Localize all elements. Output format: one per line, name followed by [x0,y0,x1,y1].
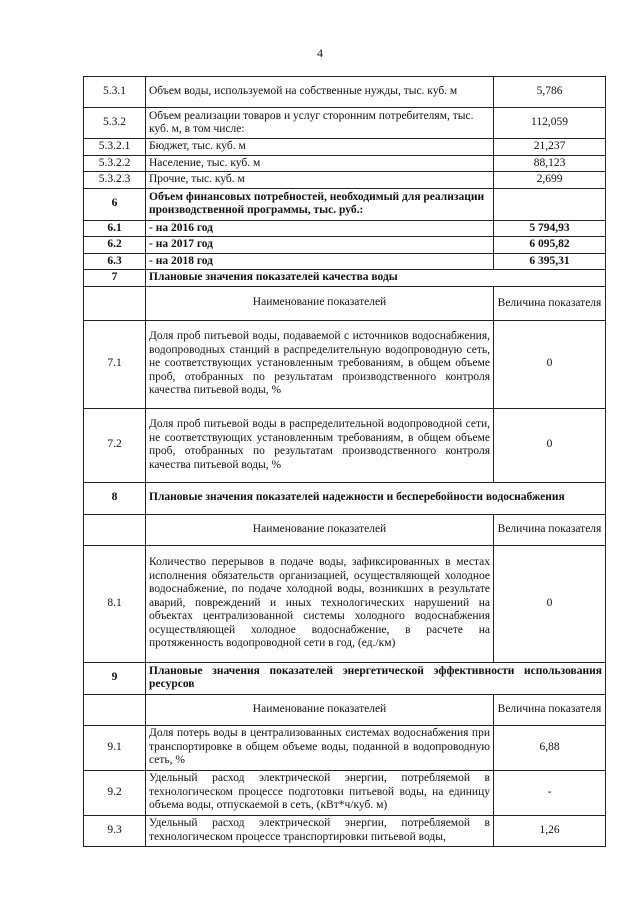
section-number: 9 [84,662,146,694]
row-text: - на 2017 год [146,237,494,254]
row-text: - на 2018 год [146,253,494,270]
row-value: 0 [494,320,606,408]
row-text: Доля проб питьевой воды, подаваемой с источников водоснабжения, водопроводных станций в распределительную водопроводную сеть, не соответствующих установленным требованиям, в общем объеме проб, отобранных по результатам производственного контроля качества питьевой воды, % [146,320,494,408]
column-header-row [84,514,606,545]
empty-cell [84,286,146,320]
row-number: 6.1 [84,220,146,237]
row-value: 5,786 [494,77,606,108]
row-text: Объем воды, используемой на собственные нужды, тыс. куб. м [146,77,494,108]
section-title: Объем финансовых потребностей, необходимый для реализации производственной программы, тыс. руб.: [146,188,494,220]
row-text: - на 2016 год [146,220,494,237]
table-row [84,139,606,156]
column-header-value: Величина показателя [494,694,606,725]
section-title: Плановые значения показателей качества воды [146,270,606,287]
column-header-row [84,694,606,725]
section-header-9 [84,662,606,694]
table-row [84,545,606,662]
row-number: 6.2 [84,237,146,254]
row-value: 0 [494,545,606,662]
row-number: 5.3.2.3 [84,172,146,189]
table-row [84,77,606,108]
row-text: Население, тыс. куб. м [146,155,494,172]
section-number: 8 [84,482,146,514]
table-row [84,172,606,189]
row-text: Удельный расход электрической энергии, потребляемой в технологическом процессе транспортировки питьевой воды, [146,815,494,846]
row-number: 5.3.2.1 [84,139,146,156]
row-text: Объем реализации товаров и услуг сторонним потребителям, тыс. куб. м, в том числе: [146,108,494,139]
table-row [84,815,606,846]
section-header-7 [84,270,606,287]
section-number: 7 [84,270,146,287]
table-row [84,237,606,254]
row-value: 6 395,31 [494,253,606,270]
row-text: Бюджет, тыс. куб. м [146,139,494,156]
column-header-row [84,286,606,320]
empty-cell [84,514,146,545]
row-value: 2,699 [494,172,606,189]
program-table [83,76,606,847]
row-number: 9.1 [84,725,146,770]
row-number: 9.3 [84,815,146,846]
table-row [84,408,606,482]
table-row [84,108,606,139]
row-number: 8.1 [84,545,146,662]
row-text: Удельный расход электрической энергии, потребляемой в технологическом процессе подготовки питьевой воды, на единицу объема воды, отпускаемой в сеть, (кВт*ч/куб. м) [146,770,494,815]
section-title: Плановые значения показателей надежности и бесперебойности водоснабжения [146,482,606,514]
column-header-name: Наименование показателей [146,694,494,725]
row-value: 112,059 [494,108,606,139]
row-number: 7.1 [84,320,146,408]
empty-cell [494,188,606,220]
row-value: 6,88 [494,725,606,770]
row-number: 5.3.2 [84,108,146,139]
row-value: - [494,770,606,815]
row-text: Доля потерь воды в централизованных системах водоснабжения при транспортировке в общем объеме воды, поданной в водопроводную сеть, % [146,725,494,770]
section-title: Плановые значения показателей энергетической эффективности использования ресурсов [146,662,606,694]
row-text: Прочие, тыс. куб. м [146,172,494,189]
row-number: 5.3.1 [84,77,146,108]
section-header-8 [84,482,606,514]
section-header-6 [84,188,606,220]
column-header-name: Наименование показателей [146,286,494,320]
table-row [84,725,606,770]
row-number: 5.3.2.2 [84,155,146,172]
row-value: 88,123 [494,155,606,172]
row-value: 5 794,93 [494,220,606,237]
section-number: 6 [84,188,146,220]
row-value: 21,237 [494,139,606,156]
column-header-value: Величина показателя [494,286,606,320]
page-number: 4 [317,46,323,60]
row-text: Количество перерывов в подаче воды, зафиксированных в местах исполнения обязательств организацией, осуществляющей холодное водоснабжение, по подаче холодной воды, возникших в результате аварий, повреждений и иных технологических нарушений на объектах централизованной системы холодного водоснабжения осуществляющей холодное водоснабжение, в расчете на протяженность водопроводной сети в год, (ед./км) [146,545,494,662]
table-row [84,770,606,815]
table-row [84,155,606,172]
table-row [84,320,606,408]
column-header-value: Величина показателя [494,514,606,545]
row-value: 0 [494,408,606,482]
row-number: 6.3 [84,253,146,270]
table-row [84,253,606,270]
row-number: 7.2 [84,408,146,482]
row-value: 6 095,82 [494,237,606,254]
row-number: 9.2 [84,770,146,815]
table-row [84,220,606,237]
row-value: 1,26 [494,815,606,846]
column-header-name: Наименование показателей [146,514,494,545]
empty-cell [84,694,146,725]
row-text: Доля проб питьевой воды в распределительной водопроводной сети, не соответствующих установленным требованиям, в общем объеме проб, отобранных по результатам производственного контроля качества питьевой воды, % [146,408,494,482]
